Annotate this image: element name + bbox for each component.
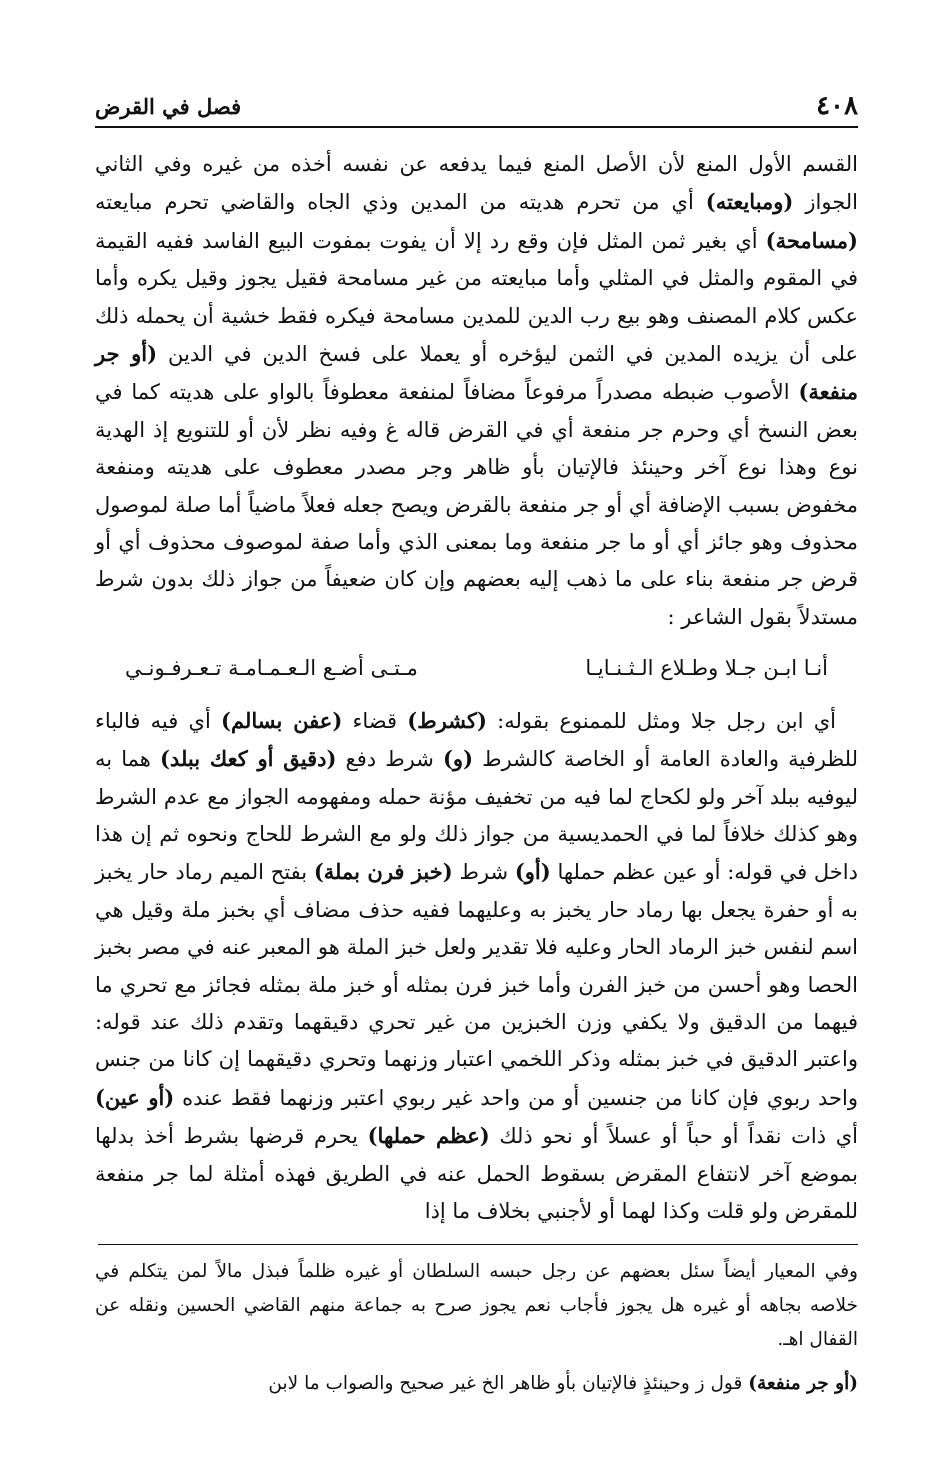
text-run: أي من تحرم هديته من المدين وذي الجاه والقاضي تحرم مبايعته bbox=[95, 190, 706, 215]
text-run: قضاء bbox=[342, 708, 408, 733]
text-run: الأصوب ضبطه مصدراً مرفوعاً مضافاً لمنفعة معطوفاً بالواو على هديته كما في بعض النسخ أي وحرم جر منفعة أي في القرض قاله غ وفيه نظر لأن أو للتنويع إذ الهدية نوع وهذا نوع آخر وحينئذ فالإتيان بأو ظاهر وجر مصدر معطوف على هديته ومنفعة مخفوض بسبب الإضافة أي أو جر منفعة بالقرض ويصح جعله فعلاً ماضياً أما صلة لموصول محذوف وهو جائز أي أو ما جر منفعة وما بمعنى الذي وأما صفة لموصوف محذوف أي أو قرض جر منفعة بناء على ما ذهب إليه بعضهم وإن كان ضعيفاً من جواز ذلك بدون شرط مستدلاً بقول الشاعر : bbox=[95, 380, 858, 629]
bold-term: (أو جر منفعة) bbox=[748, 1373, 858, 1395]
paragraph-1 bbox=[95, 146, 858, 636]
section-title: فصل في القرض bbox=[95, 93, 242, 119]
text-run: بفتح الميم رماد حار يخبز به أو حفرة يجعل بها رماد حار يخبز به وعليهما ففيه حذف مضاف أي بخبز ملة وقيل هي اسم لنفس خبز الرماد الحار وعليه فلا تقدير ولعل خبز الملة هو المعبر عنه في مصر بخبز الحصا وهو أحسن من خبز الفرن وأما خبز فرن بمثله أو خبز ملة بمثله فجائز مع تحري ما فيهما من الدقيق ولا يكفي وزن الخبزين من غير تحري دقيقهما وتقدم ذلك عند قوله: واعتبر الدقيق في خبز بمثله وذكر اللخمي اعتبار وزنهما وتحري دقيقهما إن كانا من جنس واحد ربوي فإن كانا من جنسين أو من واحد غير ربوي اعتبر وزنهما فقط عنده bbox=[95, 860, 858, 1110]
main-text bbox=[95, 146, 858, 1230]
verse-first-hemistich: أنـا ابـن جـلا وطـلاع الـثـنـايـا bbox=[585, 656, 828, 681]
text-run: يحرم قرضها بشرط أخذ بدلها بموضع آخر لانتفاع المقرض بسقوط الحمل عنه في الطريق فهذه أمثلة لما جر منفعة للمقرض ولو قلت وكذا لهما أو لأجنبي بخلاف ما إذا bbox=[95, 1124, 858, 1223]
running-head bbox=[95, 86, 858, 128]
bold-term: (عظم حملها) bbox=[367, 1123, 490, 1149]
bold-term: (و) bbox=[443, 746, 474, 772]
page-number: ٤٠٨ bbox=[816, 91, 858, 121]
text-run: أي بغير ثمن المثل فإن وقع رد إلا أن يفوت بمفوت البيع الفاسد ففيه القيمة في المقوم والمثل في المثلي وأما مبايعته من غير مسامحة فقيل يجوز وقيل يكره وأما عكس كلام المصنف وهو بيع رب الدين للمدين مسامحة فيكره فقط خشية أن يحمله ذلك على أن يزيده المدين في الثمن ليؤخره أو يعملا على فسخ الدين في الدين bbox=[95, 228, 858, 367]
bold-term: (مسامحة) bbox=[765, 227, 858, 253]
text-run: شرط دفع bbox=[336, 747, 443, 772]
text-run: هما به ليوفيه ببلد آخر ولو لكحاج لما فيه من تخفيف مؤنة حمله ومفهومه الجواز مع عدم الشرط وهو كذلك خلافاً لما في الحمديسية من جواز ذلك ولو مع الشرط للحاج ونحوه ثم إن هذا داخل في قوله: أو عين عظم حملها bbox=[95, 747, 858, 885]
bold-term: (خبز فرن بملة) bbox=[313, 859, 453, 885]
bold-term: (أو) bbox=[514, 859, 551, 885]
text-run: أي فيه فالباء للظرفية والعادة العامة أو الخاصة كالشرط bbox=[95, 708, 858, 772]
paragraph-2 bbox=[95, 702, 858, 1231]
poetry-verse bbox=[95, 636, 858, 701]
text-run: أي ابن رجل جلا ومثل للممنوع بقوله: bbox=[486, 708, 836, 733]
footnotes bbox=[95, 1255, 858, 1401]
footnote-1: وفي المعيار أيضاً سئل بعضهم عن رجل حبسه السلطان أو غيره ظلماً فبذل مالاً لمن يتكلم في خلاصه بجاهه أو غيره هل يجوز فأجاب نعم يجوز صرح به جماعة منهم القاضي الحسين ونقله عن القفال اهـ. bbox=[95, 1261, 858, 1351]
bold-term: (كشرط) bbox=[407, 707, 487, 733]
text-run: شرط bbox=[452, 860, 515, 885]
text-run: القسم الأول المنع لأن الأصل المنع فيما يدفعه عن نفسه أخذه من غيره وفي الثاني الجواز bbox=[95, 152, 858, 215]
bold-term: (دقيق أو كعك ببلد) bbox=[160, 746, 337, 772]
bold-term: (أو عين) bbox=[95, 1084, 175, 1110]
bold-term: (ومبايعته) bbox=[705, 189, 794, 215]
text-run: أي ذات نقداً أو حباً أو عسلاً أو نحو ذلك bbox=[489, 1124, 858, 1149]
footnote-divider bbox=[98, 1244, 858, 1245]
bold-term: (عفن بسالم) bbox=[221, 707, 343, 733]
bold-term: (أو جر منفعة) bbox=[95, 341, 858, 405]
footnote-2 bbox=[95, 1367, 858, 1401]
verse-second-hemistich: مـتـى أضـع الـعـمـامـة تـعـرفـونـي bbox=[125, 656, 418, 681]
text-run: قول ز وحينئذٍ فالإتيان بأو ظاهر الخ غير صحيح والصواب ما لابن bbox=[268, 1373, 749, 1395]
